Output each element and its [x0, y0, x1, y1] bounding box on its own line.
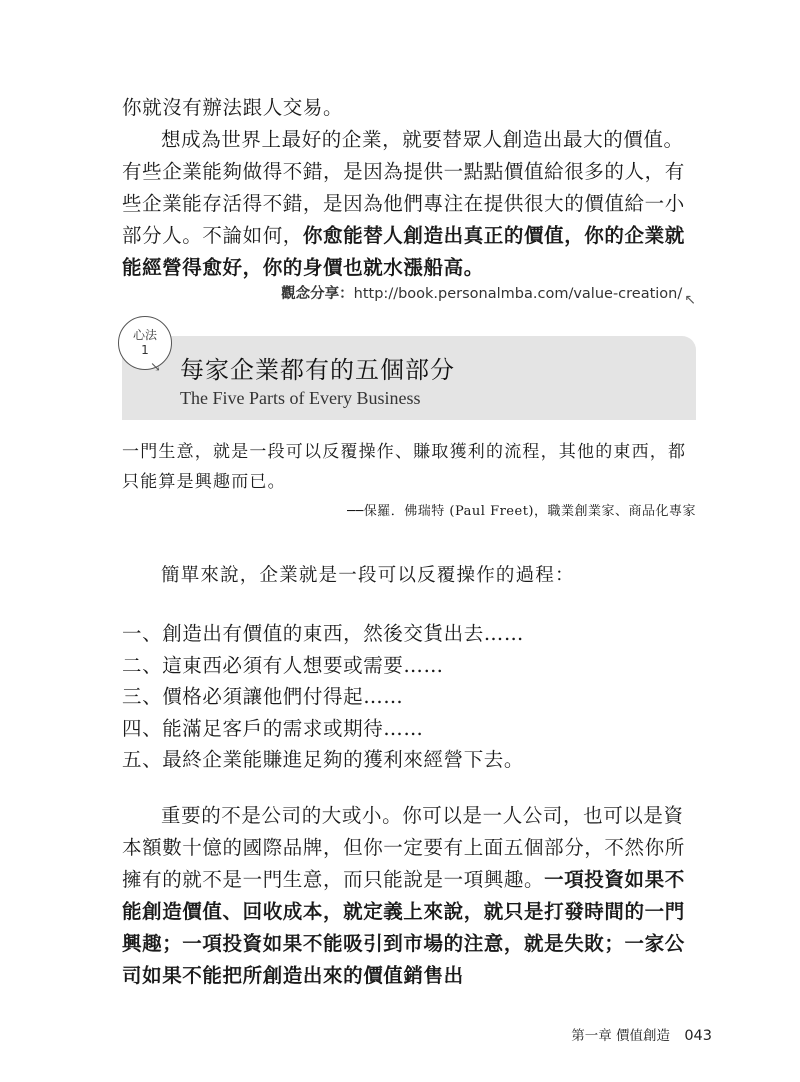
closing-paragraph [122, 800, 698, 992]
intro-paragraph [122, 124, 698, 284]
footer-chapter: 第一章 價值創造 [571, 1028, 671, 1044]
list-item: 一、創造出有價值的東西，然後交貨出去…… [122, 622, 525, 645]
epigraph-attribution: ──保羅．佛瑞特 (Paul Freet)，職業創業家、商品化專家 [347, 504, 696, 519]
list-item: 五、最終企業能賺進足夠的獲利來經營下去。 [122, 748, 525, 771]
arrow-up-left-icon: ↖ [684, 292, 696, 308]
page-footer [571, 1024, 712, 1044]
section-badge [118, 316, 172, 370]
epigraph-quote: 一門生意，就是一段可以反覆操作、賺取獲利的流程，其他的東西，都只能算是興趣而已。 [122, 442, 687, 492]
section-subtitle: The Five Parts of Every Business [180, 388, 421, 408]
intro-line: 你就沒有辦法跟人交易。 [122, 96, 344, 119]
list-item: 四、能滿足客戶的需求或期待…… [122, 716, 424, 740]
list-item: 二、這東西必須有人想要或需要…… [122, 653, 444, 677]
intro-paragraph-bold: 你愈能替人創造出真正的價值，你的企業就能經營得愈好，你的身價也就水漲船高。 [122, 224, 685, 279]
section-title: 每家企業都有的五個部分 [180, 356, 455, 384]
list-item: 三、價格必須讓他們付得起…… [122, 685, 404, 708]
closing-paragraph-text: 重要的不是公司的大或小。你可以是一人公司，也可以是資本額數十億的國際品牌，但你一定要有上面五個部分，不然你所擁有的就不是一門生意，而只能說是一項興趣。 [122, 804, 685, 891]
five-parts-list [122, 618, 524, 776]
intro-paragraph-text: 想成為世界上最好的企業，就要替眾人創造出最大的價值。有些企業能夠做得不錯，是因為提供一點點價值給很多的人，有些企業能存活得不錯，是因為他們專注在提供很大的價值給一小部分人。不論如何， [122, 128, 685, 247]
concept-share-link[interactable] [281, 282, 696, 308]
page-number: 043 [684, 1028, 712, 1044]
closing-paragraph-bold: 一項投資如果不能創造價值、回收成本，就定義上來說，就只是打發時間的一門興趣；一項投資如果不能吸引到市場的注意，就是失敗；一家公司如果不能把所創造出來的價值銷售出 [122, 868, 685, 987]
concept-share-url[interactable]: http://book.personalmba.com/value-creation/ [353, 286, 683, 302]
curved-arrow-icon: ↘ [150, 360, 161, 375]
concept-share-label: 觀念分享： [281, 286, 354, 302]
section-badge-number: 1 [141, 343, 149, 357]
section-badge-label: 心法 [132, 328, 157, 342]
body-lead: 簡單來說，企業就是一段可以反覆操作的過程： [161, 565, 575, 586]
